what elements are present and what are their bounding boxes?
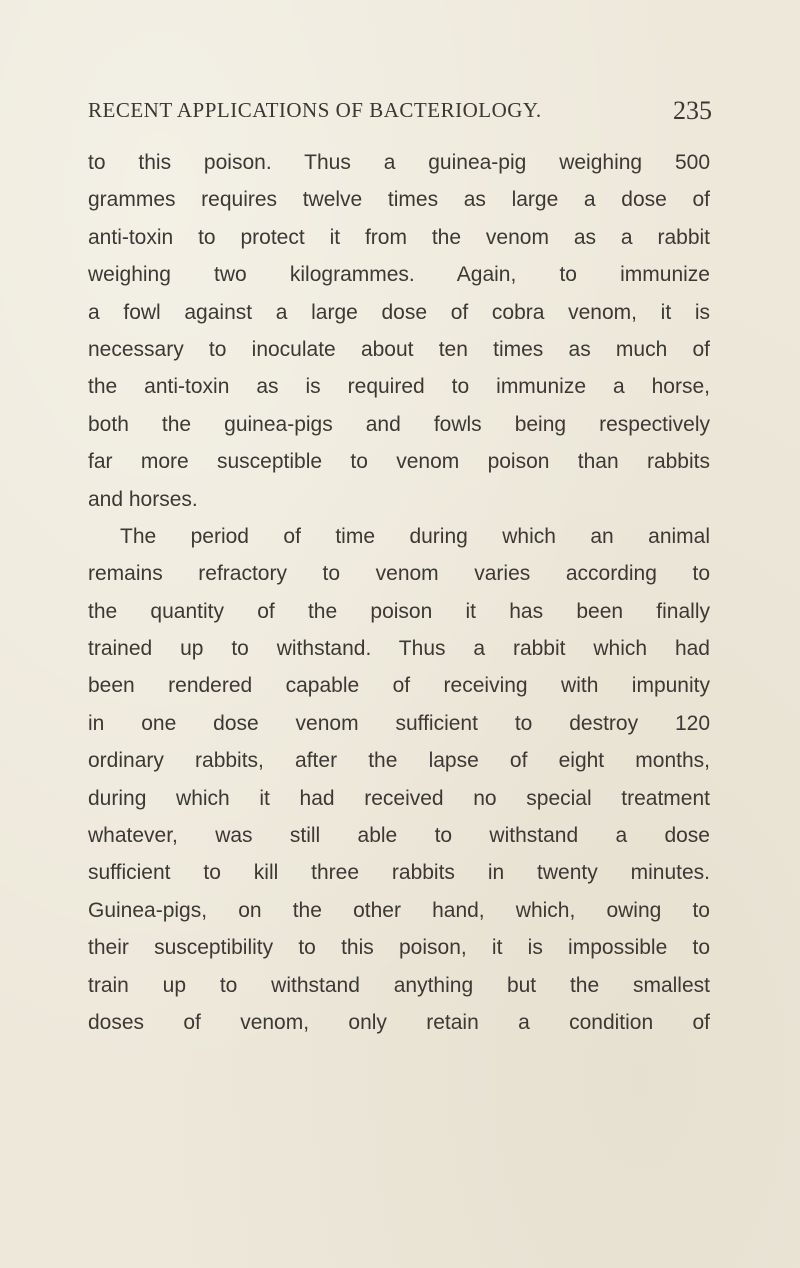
text-line: far more susceptible to venom poison than rabbits	[88, 450, 710, 474]
text-line: necessary to inoculate about ten times as much of	[88, 337, 710, 361]
text-line: the quantity of the poison it has been finally	[88, 599, 710, 623]
text-line: in one dose venom sufficient to destroy 120	[88, 711, 710, 735]
text-line-paragraph-end: and horses.	[88, 487, 198, 511]
text-line: weighing two kilogrammes. Again, to immunize	[88, 263, 710, 287]
text-line: ordinary rabbits, after the lapse of eight months,	[88, 749, 710, 773]
text-line: been rendered capable of receiving with impunity	[88, 674, 710, 698]
text-line: whatever, was still able to withstand a dose	[88, 824, 710, 848]
text-line: remains refractory to venom varies according to	[88, 562, 710, 586]
running-head	[88, 96, 712, 128]
running-title: RECENT APPLICATIONS OF BACTERIOLOGY.	[88, 98, 542, 122]
text-line: anti-toxin to protect it from the venom as a rabbit	[88, 225, 710, 249]
text-line: Guinea-pigs, on the other hand, which, owing to	[88, 898, 710, 922]
text-line: during which it had received no special treatment	[88, 786, 710, 810]
text-line: to this poison. Thus a guinea-pig weighing 500	[88, 151, 710, 174]
text-line-paragraph-start: The period of time during which an animal	[120, 524, 710, 548]
text-line: grammes requires twelve times as large a dose of	[88, 188, 710, 212]
text-line: the anti-toxin as is required to immunize a horse,	[88, 375, 710, 399]
text-line: doses of venom, only retain a condition of	[88, 1010, 710, 1034]
text-line: their susceptibility to this poison, it is impossible to	[88, 936, 710, 960]
text-line: a fowl against a large dose of cobra venom, it is	[88, 300, 710, 324]
body-text	[88, 144, 710, 1041]
page-number: 235	[673, 96, 712, 125]
text-line: train up to withstand anything but the smallest	[88, 973, 710, 997]
text-line: both the guinea-pigs and fowls being respectively	[88, 412, 710, 436]
text-line: trained up to withstand. Thus a rabbit which had	[88, 637, 710, 661]
text-line: sufficient to kill three rabbits in twenty minutes.	[88, 861, 710, 885]
